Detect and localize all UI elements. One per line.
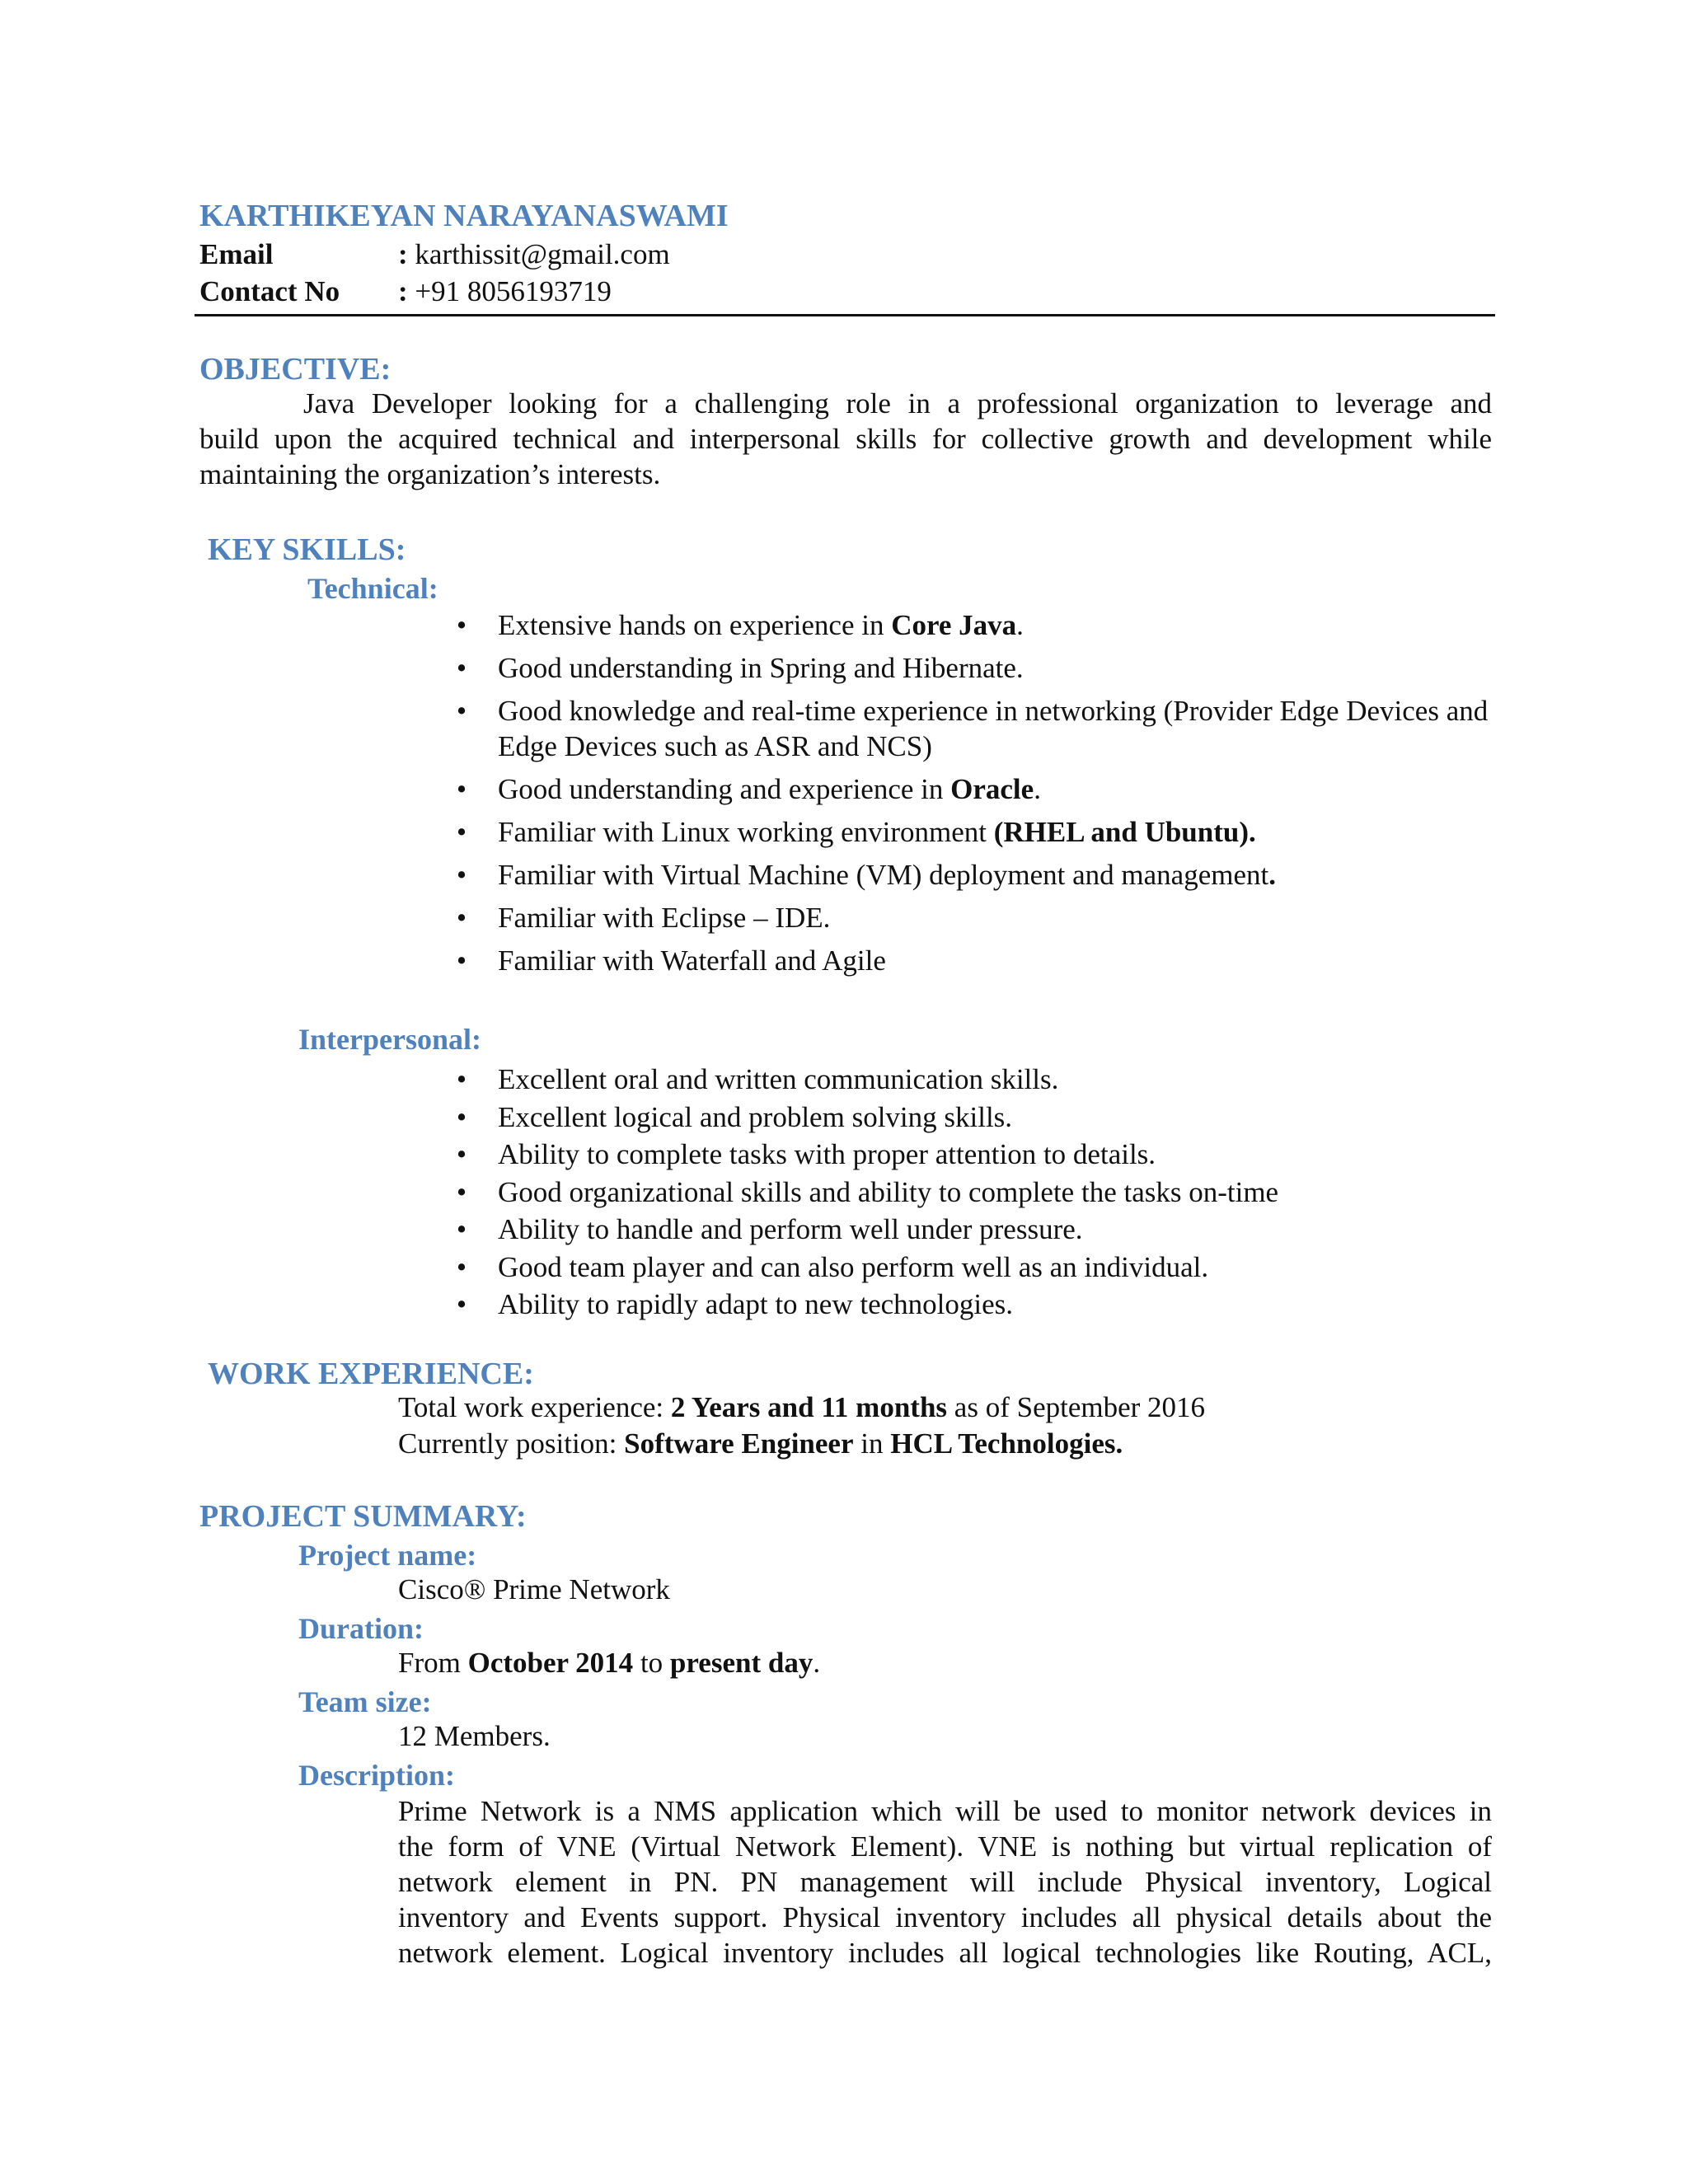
interpersonal-skill-item (445, 1211, 1492, 1249)
skill-emphasis: (RHEL and Ubuntu). (993, 816, 1256, 848)
description-line: inventory and Events support. Physical inventory includes all physical details about the (398, 1901, 1492, 1933)
skill-text: Good organizational skills and ability to complete the tasks on-time (498, 1175, 1279, 1208)
duration-suffix: . (813, 1647, 821, 1679)
bullet-icon: • (456, 773, 467, 805)
project-name-label: Project name: (298, 1539, 477, 1572)
duration-label: Duration: (298, 1612, 424, 1645)
skill-text: Familiar with Eclipse – IDE. (498, 902, 831, 934)
bullet-icon: • (456, 944, 467, 977)
skill-text: Ability to rapidly adapt to new technologies. (498, 1288, 1014, 1320)
interpersonal-heading: Interpersonal: (298, 1023, 481, 1056)
duration-end: present day (669, 1647, 814, 1679)
skill-emphasis: Core Java (891, 609, 1017, 641)
interpersonal-skill-item (445, 1286, 1492, 1324)
technical-skill-item (445, 900, 1492, 935)
technical-skills-list (445, 607, 1492, 986)
current-position-label: Currently position: (398, 1427, 625, 1460)
duration-value (398, 1647, 820, 1680)
team-size-label: Team size: (298, 1685, 432, 1718)
header-divider (195, 314, 1495, 316)
bullet-icon: • (456, 816, 467, 848)
total-experience (398, 1391, 1205, 1424)
skill-text-end: . (1016, 609, 1024, 641)
technical-skill-item (445, 771, 1492, 807)
bullet-icon: • (456, 695, 467, 727)
bullet-icon: • (456, 1063, 467, 1095)
total-experience-suffix: as of September 2016 (947, 1391, 1206, 1423)
description-line: network element in PN. PN management will include Physical inventory, Logical (398, 1866, 1492, 1898)
bullet-icon: • (456, 1100, 467, 1133)
skill-text: Good understanding and experience in (498, 773, 951, 805)
skill-text: Excellent oral and written communication skills. (498, 1063, 1059, 1095)
bullet-icon: • (456, 609, 467, 641)
bullet-icon: • (456, 902, 467, 934)
contact-value: : +91 8056193719 (398, 275, 612, 307)
skill-text: Familiar with Waterfall and Agile (498, 944, 886, 977)
interpersonal-skill-item (445, 1174, 1492, 1212)
current-position (398, 1427, 1123, 1460)
candidate-name: KARTHIKEYAN NARAYANASWAMI (199, 199, 729, 233)
objective-line-1: Java Developer looking for a challenging role in a professional organization to leverage and (303, 387, 1492, 419)
bullet-icon: • (456, 859, 467, 891)
objective-heading: OBJECTIVE: (199, 352, 392, 387)
skill-emphasis: Oracle (950, 773, 1034, 805)
contact-label: Contact No (199, 275, 340, 307)
bullet-icon: • (456, 1250, 467, 1283)
technical-skill-item (445, 693, 1492, 764)
skill-text: Familiar with Linux working environment (498, 816, 994, 848)
skill-text: Excellent logical and problem solving skills. (498, 1100, 1013, 1133)
skill-text-end: . (1034, 773, 1041, 805)
interpersonal-skill-item (445, 1249, 1492, 1286)
bullet-icon: • (456, 1288, 467, 1320)
email-text: karthissit@gmail.com (407, 238, 670, 270)
description-line: the form of VNE (Virtual Network Element). VNE is nothing but virtual replication of (398, 1830, 1492, 1863)
skill-text: Ability to handle and perform well under pressure. (498, 1213, 1083, 1245)
technical-skill-item (445, 857, 1492, 893)
project-name-value: Cisco® Prime Network (398, 1573, 670, 1605)
technical-heading: Technical: (307, 572, 438, 605)
technical-skill-item (445, 650, 1492, 686)
technical-skill-item (445, 943, 1492, 978)
interpersonal-skill-item (445, 1061, 1492, 1099)
skill-text: Good knowledge and real-time experience in networking (Provider Edge Devices and Edge Devices such as ASR and NCS) (498, 695, 1489, 762)
description-label: Description: (298, 1759, 455, 1792)
skill-text: Extensive hands on experience in (498, 609, 892, 641)
current-company: HCL Technologies. (890, 1427, 1123, 1460)
skill-text: Good understanding in Spring and Hibernate. (498, 652, 1024, 684)
interpersonal-skill-item (445, 1136, 1492, 1174)
duration-start: October 2014 (467, 1647, 634, 1679)
skill-text: Good team player and can also perform well as an individual. (498, 1250, 1209, 1283)
interpersonal-skill-item (445, 1099, 1492, 1137)
current-position-connector: in (853, 1427, 891, 1460)
interpersonal-skills-list (445, 1061, 1492, 1324)
total-experience-value: 2 Years and 11 months (670, 1391, 948, 1423)
description-line: network element. Logical inventory includes all logical technologies like Routing, ACL, (398, 1937, 1492, 1969)
technical-skill-item (445, 814, 1492, 850)
objective-line-2: build upon the acquired technical and interpersonal skills for collective growth and development while (199, 423, 1492, 455)
technical-skill-item (445, 607, 1492, 643)
bullet-icon: • (456, 1175, 467, 1208)
project-summary-heading: PROJECT SUMMARY: (199, 1499, 527, 1534)
work-experience-heading: WORK EXPERIENCE: (208, 1357, 534, 1391)
current-role: Software Engineer (624, 1427, 854, 1460)
objective-line-3: maintaining the organization’s interests. (199, 458, 661, 490)
email-value: : karthissit@gmail.com (398, 238, 670, 270)
duration-connector: to (633, 1647, 670, 1679)
description-line: Prime Network is a NMS application which will be used to monitor network devices in (398, 1795, 1492, 1827)
bullet-icon: • (456, 1138, 467, 1170)
duration-prefix: From (398, 1647, 468, 1679)
key-skills-heading: KEY SKILLS: (208, 532, 406, 567)
contact-text: +91 8056193719 (407, 275, 612, 307)
total-experience-label: Total work experience: (398, 1391, 671, 1423)
skill-text: Familiar with Virtual Machine (VM) deployment and management (498, 859, 1269, 891)
team-size-value: 12 Members. (398, 1720, 551, 1752)
skill-emphasis: . (1268, 859, 1276, 891)
skill-text: Ability to complete tasks with proper attention to details. (498, 1138, 1156, 1170)
bullet-icon: • (456, 1213, 467, 1245)
bullet-icon: • (456, 652, 467, 684)
email-label: Email (199, 238, 274, 270)
